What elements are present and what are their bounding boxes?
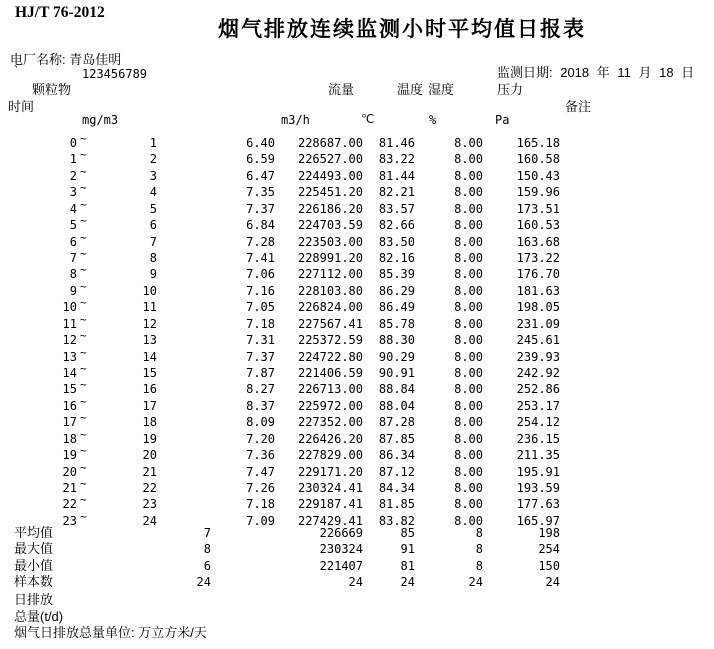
pressure-value: 239.93 — [516, 349, 560, 364]
temperature-value: 81.46 — [378, 136, 415, 150]
particulate-value: 7.35 — [246, 185, 275, 200]
hour-start-value: 5 — [69, 218, 77, 233]
particulate-value: 7.18 — [246, 497, 275, 512]
summary-pressure: 150 — [538, 558, 560, 573]
tilde-separator: ~ — [80, 181, 87, 195]
summary-particulate: 8 — [203, 542, 211, 557]
particulate-value: 7.06 — [246, 267, 275, 282]
summary-humidity: 8 — [475, 542, 483, 557]
hour-end-value: 12 — [142, 316, 157, 331]
tilde-separator: ~ — [80, 378, 87, 392]
plant-code: 123456789 — [82, 67, 148, 81]
hour-end-value: 11 — [142, 300, 157, 315]
summary-flow: 24 — [348, 575, 363, 590]
tilde-separator: ~ — [80, 329, 87, 343]
hour-start-value: 18 — [62, 431, 77, 446]
tilde-separator: ~ — [80, 312, 87, 326]
temperature-value: 84.34 — [378, 481, 415, 496]
flow-value: 224703.59 — [297, 218, 363, 233]
temperature-value: 87.28 — [378, 415, 415, 430]
table-row — [0, 247, 714, 266]
humidity-value: 8.00 — [454, 168, 483, 183]
hour-start-value: 17 — [62, 415, 77, 430]
monitoring-date: 监测日期: 2018 年 11 月 18 日 — [497, 65, 695, 80]
particulate-value: 8.37 — [246, 398, 275, 413]
flow-value: 226527.00 — [297, 152, 363, 167]
pressure-value: 173.22 — [516, 251, 560, 265]
hour-end-value: 6 — [149, 218, 157, 233]
flow-value: 229171.20 — [297, 464, 363, 479]
particulate-value: 6.84 — [246, 218, 275, 233]
emission-unit-note: 烟气日排放总量单位: 万立方米/天 — [14, 625, 207, 640]
hour-end-value: 22 — [142, 481, 157, 496]
tilde-separator: ~ — [80, 460, 87, 474]
summary-pressure: 254 — [538, 542, 560, 557]
humidity-value: 8.00 — [454, 283, 483, 298]
tilde-separator: ~ — [80, 362, 87, 376]
hour-start-value: 14 — [62, 366, 77, 381]
hour-end-value: 13 — [142, 333, 157, 348]
temperature-value: 83.57 — [378, 201, 415, 216]
tilde-separator: ~ — [80, 411, 87, 425]
flow-value: 226824.00 — [297, 300, 363, 315]
table-row — [0, 444, 714, 463]
tilde-separator: ~ — [80, 214, 87, 228]
humidity-value: 8.00 — [454, 415, 483, 430]
summary-humidity: 8 — [475, 558, 483, 573]
flow-value: 228103.80 — [297, 283, 363, 298]
particulate-value: 7.05 — [246, 300, 275, 315]
hour-end-value: 16 — [142, 382, 157, 397]
hour-start-value: 7 — [69, 251, 77, 265]
summary-row — [0, 525, 714, 541]
table-row — [0, 411, 714, 430]
table-row — [0, 279, 714, 299]
pressure-value: 159.96 — [516, 185, 560, 200]
pressure-value: 253.17 — [516, 398, 560, 413]
hour-end-value: 3 — [149, 168, 157, 183]
pressure-value: 177.63 — [516, 497, 560, 512]
hour-start-value: 9 — [69, 283, 77, 298]
summary-pressure: 198 — [538, 526, 560, 540]
temperature-value: 86.49 — [378, 300, 415, 315]
temperature-value: 87.85 — [378, 431, 415, 446]
hour-end-value: 7 — [149, 234, 157, 249]
temperature-value: 82.66 — [378, 218, 415, 233]
column-header-flow: 流量 — [328, 82, 355, 97]
hour-start-value: 10 — [62, 300, 77, 315]
pressure-value: 160.53 — [516, 218, 560, 233]
humidity-value: 8.00 — [454, 497, 483, 512]
total-amount-label: 总量(t/d) — [14, 609, 64, 624]
tilde-separator: ~ — [80, 230, 87, 244]
table-row — [0, 263, 714, 282]
humidity-value: 8.00 — [454, 398, 483, 413]
humidity-value: 8.00 — [454, 366, 483, 381]
unit-particulate: mg/m3 — [82, 113, 119, 127]
particulate-value: 7.09 — [246, 513, 275, 528]
flow-value: 227112.00 — [297, 267, 363, 282]
unit-temperature: ℃ — [361, 112, 375, 126]
tilde-separator: ~ — [80, 394, 87, 408]
hour-end-value: 20 — [142, 448, 157, 463]
pressure-value: 242.92 — [516, 366, 560, 381]
hour-end-value: 17 — [142, 398, 157, 413]
hour-start-value: 1 — [69, 152, 77, 167]
humidity-value: 8.00 — [454, 251, 483, 265]
table-row — [0, 493, 714, 512]
standard-code: HJ/T 76-2012 — [15, 4, 105, 21]
summary-particulate: 24 — [196, 575, 211, 590]
hour-start-value: 21 — [62, 481, 77, 496]
tilde-separator: ~ — [80, 477, 87, 491]
temperature-value: 85.39 — [378, 267, 415, 282]
temperature-value: 88.04 — [378, 398, 415, 413]
humidity-value: 8.00 — [454, 267, 483, 282]
summary-flow: 230324 — [319, 542, 363, 557]
temperature-value: 83.50 — [378, 234, 415, 249]
table-row — [0, 214, 714, 233]
table-row — [0, 460, 714, 480]
summary-particulate: 7 — [203, 526, 211, 540]
tilde-separator: ~ — [80, 427, 87, 441]
humidity-value: 8.00 — [454, 201, 483, 216]
column-header-time: 时间 — [8, 99, 35, 114]
humidity-value: 8.00 — [454, 218, 483, 233]
hour-end-value: 14 — [142, 349, 157, 364]
hour-end-value: 9 — [149, 267, 157, 282]
table-row — [0, 362, 714, 381]
tilde-separator: ~ — [80, 493, 87, 507]
table-row — [0, 378, 714, 397]
flow-value: 227352.00 — [297, 415, 363, 430]
humidity-value: 8.00 — [454, 316, 483, 331]
flow-value: 227429.41 — [297, 513, 363, 528]
column-header-humidity: 湿度 — [428, 82, 455, 97]
summary-row — [0, 558, 714, 574]
particulate-value: 7.16 — [246, 283, 275, 298]
hour-end-value: 10 — [142, 283, 157, 298]
pressure-value: 160.58 — [516, 152, 560, 167]
daily-emission-label: 日排放 — [14, 592, 54, 607]
pressure-value: 198.05 — [516, 300, 560, 315]
particulate-value: 7.20 — [246, 431, 275, 446]
humidity-value: 8.00 — [454, 382, 483, 397]
column-header-particulate: 颗粒物 — [32, 82, 72, 97]
report-title: 烟气排放连续监测小时平均值日报表 — [218, 18, 586, 41]
flow-value: 221406.59 — [297, 366, 363, 381]
table-row — [0, 394, 714, 414]
hour-end-value: 18 — [142, 415, 157, 430]
summary-flow: 221407 — [319, 558, 363, 573]
summary-temperature: 85 — [400, 526, 415, 540]
table-row — [0, 164, 714, 184]
tilde-separator: ~ — [80, 164, 87, 178]
hour-end-value: 8 — [149, 251, 157, 265]
column-header-remark: 备注 — [565, 99, 592, 114]
pressure-value: 173.51 — [516, 201, 560, 216]
tilde-separator: ~ — [80, 247, 87, 260]
summary-humidity: 24 — [468, 575, 483, 590]
flow-value: 223503.00 — [297, 234, 363, 249]
hour-start-value: 0 — [69, 136, 77, 150]
particulate-value: 7.37 — [246, 201, 275, 216]
flow-value: 225372.59 — [297, 333, 363, 348]
tilde-separator: ~ — [80, 444, 87, 458]
summary-humidity: 8 — [475, 526, 483, 540]
flow-value: 230324.41 — [297, 481, 363, 496]
hour-start-value: 6 — [69, 234, 77, 249]
pressure-value: 150.43 — [516, 168, 560, 183]
particulate-value: 8.09 — [246, 415, 275, 430]
table-row — [0, 345, 714, 365]
hour-start-value: 22 — [62, 497, 77, 512]
temperature-value: 82.16 — [378, 251, 415, 265]
summary-flow: 226669 — [319, 526, 363, 540]
pressure-value: 236.15 — [516, 431, 560, 446]
hour-start-value: 16 — [62, 398, 77, 413]
particulate-value: 6.47 — [246, 168, 275, 183]
particulate-value: 7.36 — [246, 448, 275, 463]
summary-pressure: 24 — [545, 575, 560, 590]
pressure-value: 252.86 — [516, 382, 560, 397]
hour-end-value: 2 — [149, 152, 157, 167]
flow-value: 226186.20 — [297, 201, 363, 216]
column-header-pressure: 压力 — [497, 82, 524, 97]
table-row — [0, 329, 714, 348]
flow-value: 224722.80 — [297, 349, 363, 364]
temperature-value: 85.78 — [378, 316, 415, 331]
flow-value: 225451.20 — [297, 185, 363, 200]
temperature-value: 90.91 — [378, 366, 415, 381]
temperature-value: 86.34 — [378, 448, 415, 463]
flow-value: 227567.41 — [297, 316, 363, 331]
humidity-value: 8.00 — [454, 349, 483, 364]
hour-end-value: 23 — [142, 497, 157, 512]
humidity-value: 8.00 — [454, 152, 483, 167]
humidity-value: 8.00 — [454, 185, 483, 200]
temperature-value: 88.30 — [378, 333, 415, 348]
humidity-value: 8.00 — [454, 333, 483, 348]
summary-row — [0, 541, 714, 557]
particulate-value: 7.28 — [246, 234, 275, 249]
humidity-value: 8.00 — [454, 300, 483, 315]
table-row — [0, 148, 714, 167]
summary-temperature: 24 — [400, 575, 415, 590]
column-header-temperature: 温度 — [397, 82, 424, 97]
tilde-separator: ~ — [80, 148, 87, 162]
hour-start-value: 15 — [62, 382, 77, 397]
table-row — [0, 296, 714, 315]
pressure-value: 193.59 — [516, 481, 560, 496]
table-row — [0, 427, 714, 447]
summary-row-label: 最小值 — [14, 557, 54, 573]
summary-row-label: 最大值 — [14, 541, 54, 557]
temperature-value: 90.29 — [378, 349, 415, 364]
humidity-value: 8.00 — [454, 481, 483, 496]
hour-start-value: 12 — [62, 333, 77, 348]
particulate-value: 7.31 — [246, 333, 275, 348]
humidity-value: 8.00 — [454, 464, 483, 479]
summary-row-label: 样本数 — [14, 574, 54, 590]
temperature-value: 87.12 — [378, 464, 415, 479]
pressure-value: 231.09 — [516, 316, 560, 331]
flow-value: 229187.41 — [297, 497, 363, 512]
pressure-value: 176.70 — [516, 267, 560, 282]
hour-start-value: 2 — [69, 168, 77, 183]
particulate-value: 7.18 — [246, 316, 275, 331]
particulate-value: 7.47 — [246, 464, 275, 479]
table-row — [0, 197, 714, 217]
hour-end-value: 15 — [142, 366, 157, 381]
particulate-value: 7.87 — [246, 366, 275, 381]
temperature-value: 86.29 — [378, 283, 415, 298]
flow-value: 226426.20 — [297, 431, 363, 446]
tilde-separator: ~ — [80, 296, 87, 310]
temperature-value: 83.22 — [378, 152, 415, 167]
summary-temperature: 81 — [400, 558, 415, 573]
particulate-value: 6.59 — [246, 152, 275, 167]
pressure-value: 245.61 — [516, 333, 560, 348]
tick-mark: ` — [13, 64, 21, 78]
flow-value: 225972.00 — [297, 398, 363, 413]
table-row — [0, 181, 714, 200]
summary-temperature: 91 — [400, 542, 415, 557]
table-row — [0, 312, 714, 332]
hour-end-value: 4 — [149, 185, 157, 200]
particulate-value: 6.40 — [246, 136, 275, 150]
pressure-value: 163.68 — [516, 234, 560, 249]
temperature-value: 81.44 — [378, 168, 415, 183]
temperature-value: 83.82 — [378, 513, 415, 528]
hour-end-value: 24 — [142, 513, 157, 528]
summary-particulate: 6 — [203, 558, 211, 573]
tilde-separator: ~ — [80, 197, 87, 211]
tilde-separator: ~ — [80, 132, 87, 145]
tilde-separator: ~ — [80, 509, 87, 523]
table-row — [0, 477, 714, 496]
unit-humidity: % — [429, 113, 437, 127]
hour-start-value: 3 — [69, 185, 77, 200]
pressure-value: 165.18 — [516, 136, 560, 150]
flow-value: 227829.00 — [297, 448, 363, 463]
hour-end-value: 19 — [142, 431, 157, 446]
summary-row — [0, 574, 714, 590]
hour-start-value: 4 — [69, 201, 77, 216]
hour-end-value: 1 — [149, 136, 157, 150]
hour-end-value: 21 — [142, 464, 157, 479]
particulate-value: 8.27 — [246, 382, 275, 397]
pressure-value: 165.97 — [516, 513, 560, 528]
flow-value: 224493.00 — [297, 168, 363, 183]
hour-start-value: 20 — [62, 464, 77, 479]
unit-pressure: Pa — [495, 113, 510, 127]
temperature-value: 88.84 — [378, 382, 415, 397]
unit-flow: m3/h — [281, 113, 310, 127]
temperature-value: 81.85 — [378, 497, 415, 512]
plant-name-label: 电厂名称: — [10, 52, 66, 67]
hour-end-value: 5 — [149, 201, 157, 216]
hour-start-value: 11 — [62, 316, 77, 331]
temperature-value: 82.21 — [378, 185, 415, 200]
pressure-value: 181.63 — [516, 283, 560, 298]
hour-start-value: 13 — [62, 349, 77, 364]
table-row — [0, 230, 714, 250]
particulate-value: 7.37 — [246, 349, 275, 364]
pressure-value: 195.91 — [516, 464, 560, 479]
particulate-value: 7.41 — [246, 251, 275, 265]
humidity-value: 8.00 — [454, 448, 483, 463]
table-row — [0, 132, 714, 151]
humidity-value: 8.00 — [454, 136, 483, 150]
humidity-value: 8.00 — [454, 431, 483, 446]
pressure-value: 254.12 — [516, 415, 560, 430]
hour-start-value: 23 — [62, 513, 77, 528]
flow-value: 228687.00 — [297, 136, 363, 150]
humidity-value: 8.00 — [454, 513, 483, 528]
tilde-separator: ~ — [80, 263, 87, 277]
pressure-value: 211.35 — [516, 448, 560, 463]
tilde-separator: ~ — [80, 345, 87, 359]
summary-row-label: 平均值 — [14, 525, 54, 540]
flow-value: 228991.20 — [297, 251, 363, 265]
flow-value: 226713.00 — [297, 382, 363, 397]
humidity-value: 8.00 — [454, 234, 483, 249]
hour-start-value: 19 — [62, 448, 77, 463]
plant-name-value: 青岛佳明 — [69, 52, 122, 67]
hour-start-value: 8 — [69, 267, 77, 282]
tilde-separator: ~ — [80, 279, 87, 293]
particulate-value: 7.26 — [246, 481, 275, 496]
